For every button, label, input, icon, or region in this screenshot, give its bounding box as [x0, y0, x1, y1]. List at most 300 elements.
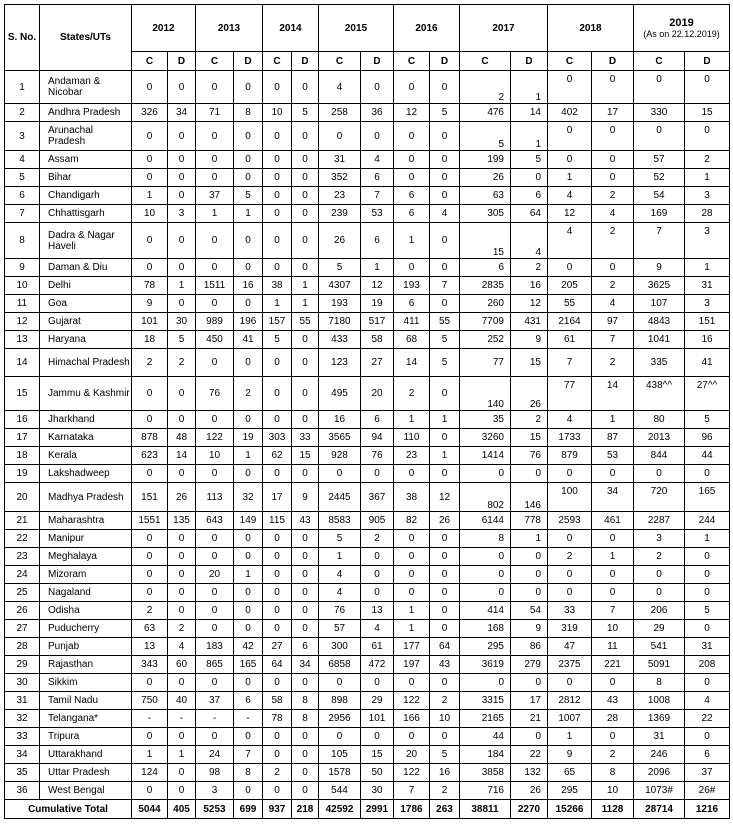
deaths-cell: 4	[511, 223, 548, 259]
cases-cell: 0	[132, 411, 168, 429]
deaths-cell: 53	[592, 447, 634, 465]
deaths-cell: 7	[234, 746, 263, 764]
serial-number: 35	[5, 764, 40, 782]
cases-cell: 0	[394, 169, 430, 187]
cases-cell: 0	[263, 674, 292, 692]
deaths-cell: 0	[430, 377, 460, 411]
cases-cell: 0	[548, 674, 592, 692]
state-name: Andaman & Nicobar	[40, 71, 132, 104]
deaths-cell: 48	[168, 429, 196, 447]
total-row	[5, 800, 730, 819]
cases-cell: 206	[634, 602, 685, 620]
serial-number: 23	[5, 548, 40, 566]
cases-cell: 0	[196, 548, 234, 566]
cases-cell: 0	[394, 566, 430, 584]
deaths-cell: 30	[168, 313, 196, 331]
cases-cell: 5	[460, 122, 511, 151]
serial-number: 15	[5, 377, 40, 411]
c-column-header: C	[634, 52, 685, 71]
table-row	[5, 277, 730, 295]
table-row	[5, 313, 730, 331]
cases-cell: 802	[460, 483, 511, 512]
deaths-cell: 0	[685, 674, 730, 692]
year-header-2015: 2015	[319, 5, 394, 52]
table-row	[5, 710, 730, 728]
deaths-cell: 26	[511, 377, 548, 411]
cases-cell: 3625	[634, 277, 685, 295]
deaths-cell: 7	[430, 277, 460, 295]
cases-cell: 27	[263, 638, 292, 656]
serial-number: 7	[5, 205, 40, 223]
serial-number: 13	[5, 331, 40, 349]
deaths-cell: 13	[361, 602, 394, 620]
deaths-cell: 0	[592, 728, 634, 746]
cases-cell: 1	[394, 223, 430, 259]
deaths-cell: 0	[592, 259, 634, 277]
cases-cell: 38	[394, 483, 430, 512]
deaths-cell: 10	[592, 620, 634, 638]
deaths-cell: 0	[592, 122, 634, 151]
cases-cell: 0	[263, 782, 292, 800]
deaths-cell: 0	[234, 122, 263, 151]
cases-cell: 8	[634, 674, 685, 692]
cases-cell: 7709	[460, 313, 511, 331]
deaths-cell: 40	[168, 692, 196, 710]
deaths-cell: 43	[430, 656, 460, 674]
table-row	[5, 620, 730, 638]
cases-cell: 57	[319, 620, 361, 638]
cases-cell: 1073#	[634, 782, 685, 800]
table-row	[5, 782, 730, 800]
table-row	[5, 764, 730, 782]
cases-cell: 402	[548, 104, 592, 122]
deaths-cell: 42	[234, 638, 263, 656]
deaths-cell: 8	[292, 692, 319, 710]
deaths-cell: 0	[292, 187, 319, 205]
state-name: West Bengal	[40, 782, 132, 800]
c-column-header: C	[394, 52, 430, 71]
cases-cell: 0	[132, 169, 168, 187]
cases-cell: 4	[319, 71, 361, 104]
cases-cell: 177	[394, 638, 430, 656]
cases-cell: 0	[196, 620, 234, 638]
deaths-cell: 0	[292, 169, 319, 187]
cases-cell: 20	[196, 566, 234, 584]
deaths-cell: 2	[592, 187, 634, 205]
deaths-cell: 0	[234, 151, 263, 169]
year-header-2017: 2017	[460, 5, 548, 52]
deaths-cell: 17	[511, 692, 548, 710]
table-row	[5, 674, 730, 692]
state-name: Jharkhand	[40, 411, 132, 429]
serial-number: 28	[5, 638, 40, 656]
serial-number: 33	[5, 728, 40, 746]
deaths-cell: 11	[592, 638, 634, 656]
serial-number: 2	[5, 104, 40, 122]
serial-number: 25	[5, 584, 40, 602]
state-name: Karnataka	[40, 429, 132, 447]
deaths-cell: 36	[361, 104, 394, 122]
cases-cell: 1	[132, 187, 168, 205]
cases-cell: 878	[132, 429, 168, 447]
deaths-cell: 22	[685, 710, 730, 728]
d-column-header: D	[234, 52, 263, 71]
cases-cell: 0	[460, 548, 511, 566]
cases-cell: 15	[460, 223, 511, 259]
cases-cell: 2165	[460, 710, 511, 728]
deaths-cell: 5	[685, 411, 730, 429]
deaths-cell: 221	[592, 656, 634, 674]
cases-cell: 0	[263, 71, 292, 104]
deaths-cell: 4	[361, 620, 394, 638]
cases-cell: 0	[634, 465, 685, 483]
cases-cell: 0	[132, 782, 168, 800]
cases-cell: 6	[394, 295, 430, 313]
deaths-cell: 43	[592, 692, 634, 710]
deaths-cell: 1	[361, 259, 394, 277]
total-cases-cell: 15266	[548, 800, 592, 819]
d-column-header: D	[592, 52, 634, 71]
cases-cell: 10	[132, 205, 168, 223]
cases-cell: 352	[319, 169, 361, 187]
cases-cell: 1511	[196, 277, 234, 295]
cases-cell: 20	[394, 746, 430, 764]
cases-cell: 5	[263, 331, 292, 349]
state-name: Arunachal Pradesh	[40, 122, 132, 151]
deaths-cell: 0	[430, 602, 460, 620]
deaths-cell: 17	[592, 104, 634, 122]
deaths-cell: 9	[511, 620, 548, 638]
cases-cell: 68	[394, 331, 430, 349]
cases-cell: 76	[196, 377, 234, 411]
deaths-cell: 0	[430, 620, 460, 638]
deaths-cell: 1	[685, 169, 730, 187]
deaths-cell: 905	[361, 512, 394, 530]
cases-cell: 1	[319, 548, 361, 566]
table-row	[5, 377, 730, 411]
deaths-cell: 8	[234, 104, 263, 122]
table-row	[5, 584, 730, 602]
deaths-cell: 0	[430, 71, 460, 104]
cases-cell: 8	[460, 530, 511, 548]
cases-cell: 1041	[634, 331, 685, 349]
cases-cell: 18	[132, 331, 168, 349]
serial-number: 1	[5, 71, 40, 104]
cases-cell: 0	[394, 465, 430, 483]
deaths-cell: 6	[685, 746, 730, 764]
table-row	[5, 205, 730, 223]
cases-cell: 411	[394, 313, 430, 331]
cases-cell: 3315	[460, 692, 511, 710]
cases-cell: 12	[394, 104, 430, 122]
c-column-header: C	[263, 52, 292, 71]
cases-cell: 2593	[548, 512, 592, 530]
total-cases-cell: 5253	[196, 800, 234, 819]
deaths-cell: 12	[361, 277, 394, 295]
deaths-cell: 15	[361, 746, 394, 764]
deaths-cell: 0	[234, 620, 263, 638]
cases-cell: 305	[460, 205, 511, 223]
cases-cell: 4307	[319, 277, 361, 295]
deaths-cell: 1	[685, 530, 730, 548]
state-name: Puducherry	[40, 620, 132, 638]
serial-number: 3	[5, 122, 40, 151]
cases-cell: 1733	[548, 429, 592, 447]
cases-cell: 252	[460, 331, 511, 349]
deaths-cell: 34	[592, 483, 634, 512]
cases-cell: 326	[132, 104, 168, 122]
cases-cell: 10	[263, 104, 292, 122]
cases-cell: 193	[394, 277, 430, 295]
deaths-cell: 2	[592, 223, 634, 259]
deaths-cell: 2	[592, 349, 634, 377]
cases-cell: 319	[548, 620, 592, 638]
cases-cell: 6	[460, 259, 511, 277]
deaths-cell: 0	[592, 71, 634, 104]
deaths-cell: 5	[430, 349, 460, 377]
total-cases-cell: 28714	[634, 800, 685, 819]
deaths-cell: 0	[292, 465, 319, 483]
cases-cell: -	[132, 710, 168, 728]
cases-cell: 169	[634, 205, 685, 223]
deaths-cell: -	[168, 710, 196, 728]
deaths-cell: 146	[511, 483, 548, 512]
cases-cell: 239	[319, 205, 361, 223]
table-row	[5, 223, 730, 259]
deaths-cell: 0	[234, 674, 263, 692]
deaths-cell: 0	[430, 429, 460, 447]
state-name: Chhattisgarh	[40, 205, 132, 223]
c-column-header: C	[132, 52, 168, 71]
deaths-cell: 0	[430, 169, 460, 187]
deaths-cell: 0	[168, 782, 196, 800]
table-row	[5, 349, 730, 377]
deaths-cell: 0	[292, 746, 319, 764]
cases-cell: 3858	[460, 764, 511, 782]
deaths-cell: 44	[685, 447, 730, 465]
deaths-cell: 3	[168, 205, 196, 223]
deaths-cell: 0	[292, 674, 319, 692]
serial-number: 32	[5, 710, 40, 728]
deaths-cell: 0	[292, 205, 319, 223]
cases-cell: 541	[634, 638, 685, 656]
deaths-cell: 0	[168, 602, 196, 620]
deaths-cell: 28	[592, 710, 634, 728]
deaths-cell: 41	[234, 331, 263, 349]
deaths-cell: 76	[511, 447, 548, 465]
deaths-cell: 9	[511, 331, 548, 349]
cases-cell: 0	[196, 674, 234, 692]
deaths-cell: 31	[685, 277, 730, 295]
total-cases-cell: 38811	[460, 800, 511, 819]
cases-cell: 0	[263, 746, 292, 764]
cases-cell: 16	[319, 411, 361, 429]
deaths-cell: 33	[292, 429, 319, 447]
serial-number: 21	[5, 512, 40, 530]
cases-cell: 2	[132, 602, 168, 620]
table-row	[5, 548, 730, 566]
deaths-cell: 0	[685, 584, 730, 602]
deaths-cell: 4	[592, 295, 634, 313]
deaths-cell: 1	[511, 71, 548, 104]
cases-cell: 3619	[460, 656, 511, 674]
table-row	[5, 411, 730, 429]
deaths-cell: 0	[430, 223, 460, 259]
deaths-cell: 5	[430, 746, 460, 764]
deaths-cell: 0	[292, 782, 319, 800]
deaths-cell: 16	[430, 764, 460, 782]
deaths-cell: 208	[685, 656, 730, 674]
deaths-cell: 0	[168, 259, 196, 277]
cases-cell: 7	[634, 223, 685, 259]
cases-cell: 0	[132, 223, 168, 259]
cases-cell: 0	[319, 674, 361, 692]
serial-number: 9	[5, 259, 40, 277]
deaths-cell: 0	[685, 71, 730, 104]
deaths-cell: 55	[430, 313, 460, 331]
cases-cell: 0	[548, 465, 592, 483]
cases-cell: 9	[634, 259, 685, 277]
deaths-cell: 5	[168, 331, 196, 349]
deaths-cell: 0	[685, 548, 730, 566]
cases-cell: 1414	[460, 447, 511, 465]
cases-cell: 9	[548, 746, 592, 764]
cases-cell: 0	[132, 674, 168, 692]
deaths-cell: 5	[430, 104, 460, 122]
deaths-cell: 0	[234, 465, 263, 483]
d-column-header: D	[685, 52, 730, 71]
deaths-cell: 279	[511, 656, 548, 674]
c-column-header: C	[196, 52, 234, 71]
deaths-cell: 2	[592, 746, 634, 764]
deaths-cell: 0	[292, 530, 319, 548]
deaths-cell: 4	[361, 151, 394, 169]
deaths-cell: 0	[168, 223, 196, 259]
deaths-cell: 0	[234, 548, 263, 566]
cases-cell: 63	[132, 620, 168, 638]
cases-cell: 122	[196, 429, 234, 447]
cases-cell: 303	[263, 429, 292, 447]
deaths-cell: 472	[361, 656, 394, 674]
deaths-cell: 2	[430, 692, 460, 710]
deaths-cell: 1	[292, 295, 319, 313]
cases-cell: 750	[132, 692, 168, 710]
cases-cell: 4	[548, 187, 592, 205]
cases-cell: 0	[196, 223, 234, 259]
deaths-cell: 76	[361, 447, 394, 465]
deaths-cell: 244	[685, 512, 730, 530]
cases-cell: 64	[263, 656, 292, 674]
deaths-cell: 7	[361, 187, 394, 205]
state-name: Bihar	[40, 169, 132, 187]
cases-cell: 0	[634, 71, 685, 104]
sno-header: S. No.	[5, 5, 40, 71]
cases-cell: 2	[394, 377, 430, 411]
table-row	[5, 104, 730, 122]
year-header-2018: 2018	[548, 5, 634, 52]
table-row	[5, 169, 730, 187]
cases-cell: 0	[548, 259, 592, 277]
cases-cell: 2	[132, 349, 168, 377]
deaths-cell: 37	[685, 764, 730, 782]
year-2019-note: (As on 22.12.2019)	[643, 29, 720, 39]
cases-cell: 246	[634, 746, 685, 764]
deaths-cell: 5	[292, 104, 319, 122]
total-deaths-cell: 218	[292, 800, 319, 819]
deaths-cell: 2	[685, 151, 730, 169]
table-row	[5, 512, 730, 530]
deaths-cell: 0	[168, 465, 196, 483]
cases-cell: 65	[548, 764, 592, 782]
data-table	[4, 4, 730, 819]
cases-cell: 1	[394, 620, 430, 638]
deaths-cell: 4	[430, 205, 460, 223]
cases-cell: 0	[263, 187, 292, 205]
cases-cell: 5	[319, 259, 361, 277]
deaths-cell: 6	[361, 223, 394, 259]
cases-cell: 52	[634, 169, 685, 187]
table-row	[5, 259, 730, 277]
deaths-cell: 41	[685, 349, 730, 377]
deaths-cell: 0	[430, 674, 460, 692]
table-row	[5, 638, 730, 656]
cases-cell: 1	[132, 746, 168, 764]
deaths-cell: 0	[168, 377, 196, 411]
deaths-cell: 517	[361, 313, 394, 331]
year-header-2016: 2016	[394, 5, 460, 52]
cases-cell: 438^^	[634, 377, 685, 411]
cases-cell: 2956	[319, 710, 361, 728]
c-column-header: C	[460, 52, 511, 71]
state-name: Chandigarh	[40, 187, 132, 205]
deaths-cell: 12	[511, 295, 548, 313]
deaths-cell: 0	[430, 584, 460, 602]
cases-cell: 0	[263, 169, 292, 187]
deaths-cell: 86	[511, 638, 548, 656]
table-row	[5, 692, 730, 710]
d-column-header: D	[361, 52, 394, 71]
serial-number: 20	[5, 483, 40, 512]
state-name: Rajasthan	[40, 656, 132, 674]
cases-cell: 47	[548, 638, 592, 656]
serial-number: 14	[5, 349, 40, 377]
deaths-cell: 1	[234, 447, 263, 465]
cases-cell: 0	[132, 151, 168, 169]
cases-cell: 2445	[319, 483, 361, 512]
cases-cell: 37	[196, 692, 234, 710]
deaths-cell: 4	[592, 205, 634, 223]
cases-cell: 78	[132, 277, 168, 295]
d-column-header: D	[292, 52, 319, 71]
deaths-cell: 1	[430, 447, 460, 465]
deaths-cell: 27^^	[685, 377, 730, 411]
total-cases-cell: 42592	[319, 800, 361, 819]
state-name: Tamil Nadu	[40, 692, 132, 710]
deaths-cell: 50	[361, 764, 394, 782]
state-name: Mizoram	[40, 566, 132, 584]
deaths-cell: 16	[511, 277, 548, 295]
year-header-2012: 2012	[132, 5, 196, 52]
deaths-cell: 0	[430, 295, 460, 313]
cases-cell: 26	[319, 223, 361, 259]
deaths-cell: 0	[511, 584, 548, 602]
deaths-cell: 19	[361, 295, 394, 313]
cases-cell: 260	[460, 295, 511, 313]
deaths-cell: 0	[168, 674, 196, 692]
deaths-cell: 43	[292, 512, 319, 530]
deaths-cell: 0	[234, 411, 263, 429]
cases-cell: 0	[548, 566, 592, 584]
